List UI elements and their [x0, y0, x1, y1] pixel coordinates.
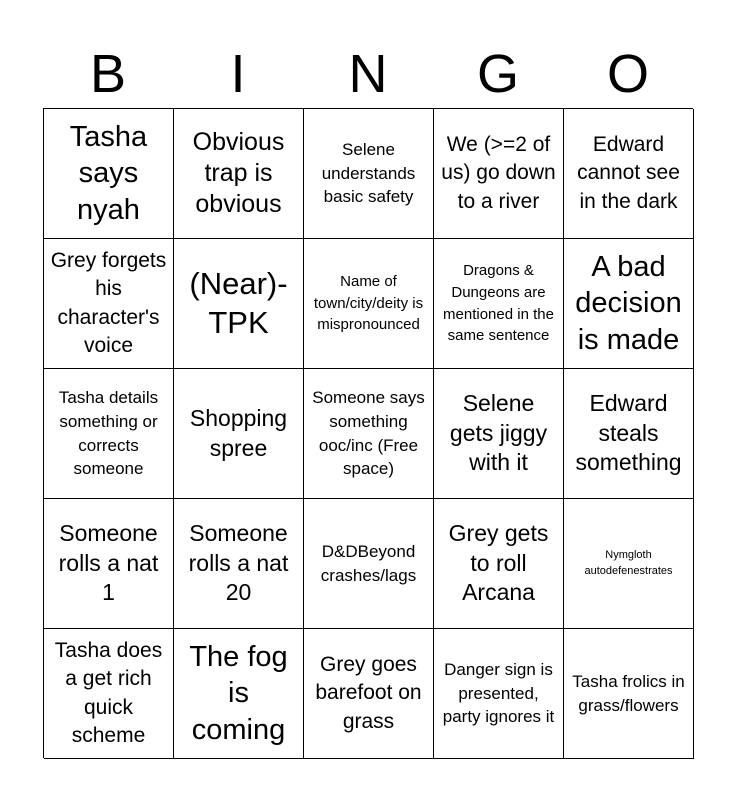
- bingo-cell[interactable]: D&DBeyond crashes/lags: [304, 499, 434, 629]
- bingo-cell[interactable]: Nymgloth autodefenestrates: [564, 499, 694, 629]
- bingo-cell[interactable]: Grey goes barefoot on grass: [304, 629, 434, 759]
- bingo-cell[interactable]: The fog is coming: [174, 629, 304, 759]
- bingo-cell[interactable]: Tasha does a get rich quick scheme: [44, 629, 174, 759]
- bingo-cell[interactable]: Obvious trap is obvious: [174, 109, 304, 239]
- header-letter-g: G: [476, 44, 519, 104]
- bingo-cell[interactable]: Shopping spree: [174, 369, 304, 499]
- bingo-cell[interactable]: Someone says something ooc/inc (Free space): [304, 369, 434, 499]
- bingo-cell[interactable]: Tasha says nyah: [44, 109, 174, 239]
- header-letter-o: O: [606, 44, 649, 104]
- bingo-card-grid: [43, 108, 693, 758]
- header-letter-n: N: [348, 44, 388, 104]
- header-letter-i: I: [230, 44, 246, 104]
- bingo-cell[interactable]: Grey forgets his character's voice: [44, 239, 174, 369]
- bingo-cell[interactable]: We (>=2 of us) go down to a river: [434, 109, 564, 239]
- bingo-cell[interactable]: Someone rolls a nat 20: [174, 499, 304, 629]
- bingo-cell[interactable]: Edward steals something: [564, 369, 694, 499]
- bingo-cell[interactable]: Dragons & Dungeons are mentioned in the same sentence: [434, 239, 564, 369]
- bingo-cell[interactable]: Edward cannot see in the dark: [564, 109, 694, 239]
- bingo-cell[interactable]: Tasha frolics in grass/flowers: [564, 629, 694, 759]
- bingo-cell[interactable]: A bad decision is made: [564, 239, 694, 369]
- bingo-cell[interactable]: Selene understands basic safety: [304, 109, 434, 239]
- bingo-cell[interactable]: Name of town/city/deity is mispronounced: [304, 239, 434, 369]
- bingo-cell[interactable]: Grey gets to roll Arcana: [434, 499, 564, 629]
- bingo-header: [43, 40, 693, 108]
- bingo-cell[interactable]: Tasha details something or corrects someone: [44, 369, 174, 499]
- header-letter-b: B: [89, 44, 127, 104]
- bingo-cell[interactable]: Someone rolls a nat 1: [44, 499, 174, 629]
- bingo-cell[interactable]: (Near)-TPK: [174, 239, 304, 369]
- bingo-cell[interactable]: Selene gets jiggy with it: [434, 369, 564, 499]
- bingo-cell[interactable]: Danger sign is presented, party ignores it: [434, 629, 564, 759]
